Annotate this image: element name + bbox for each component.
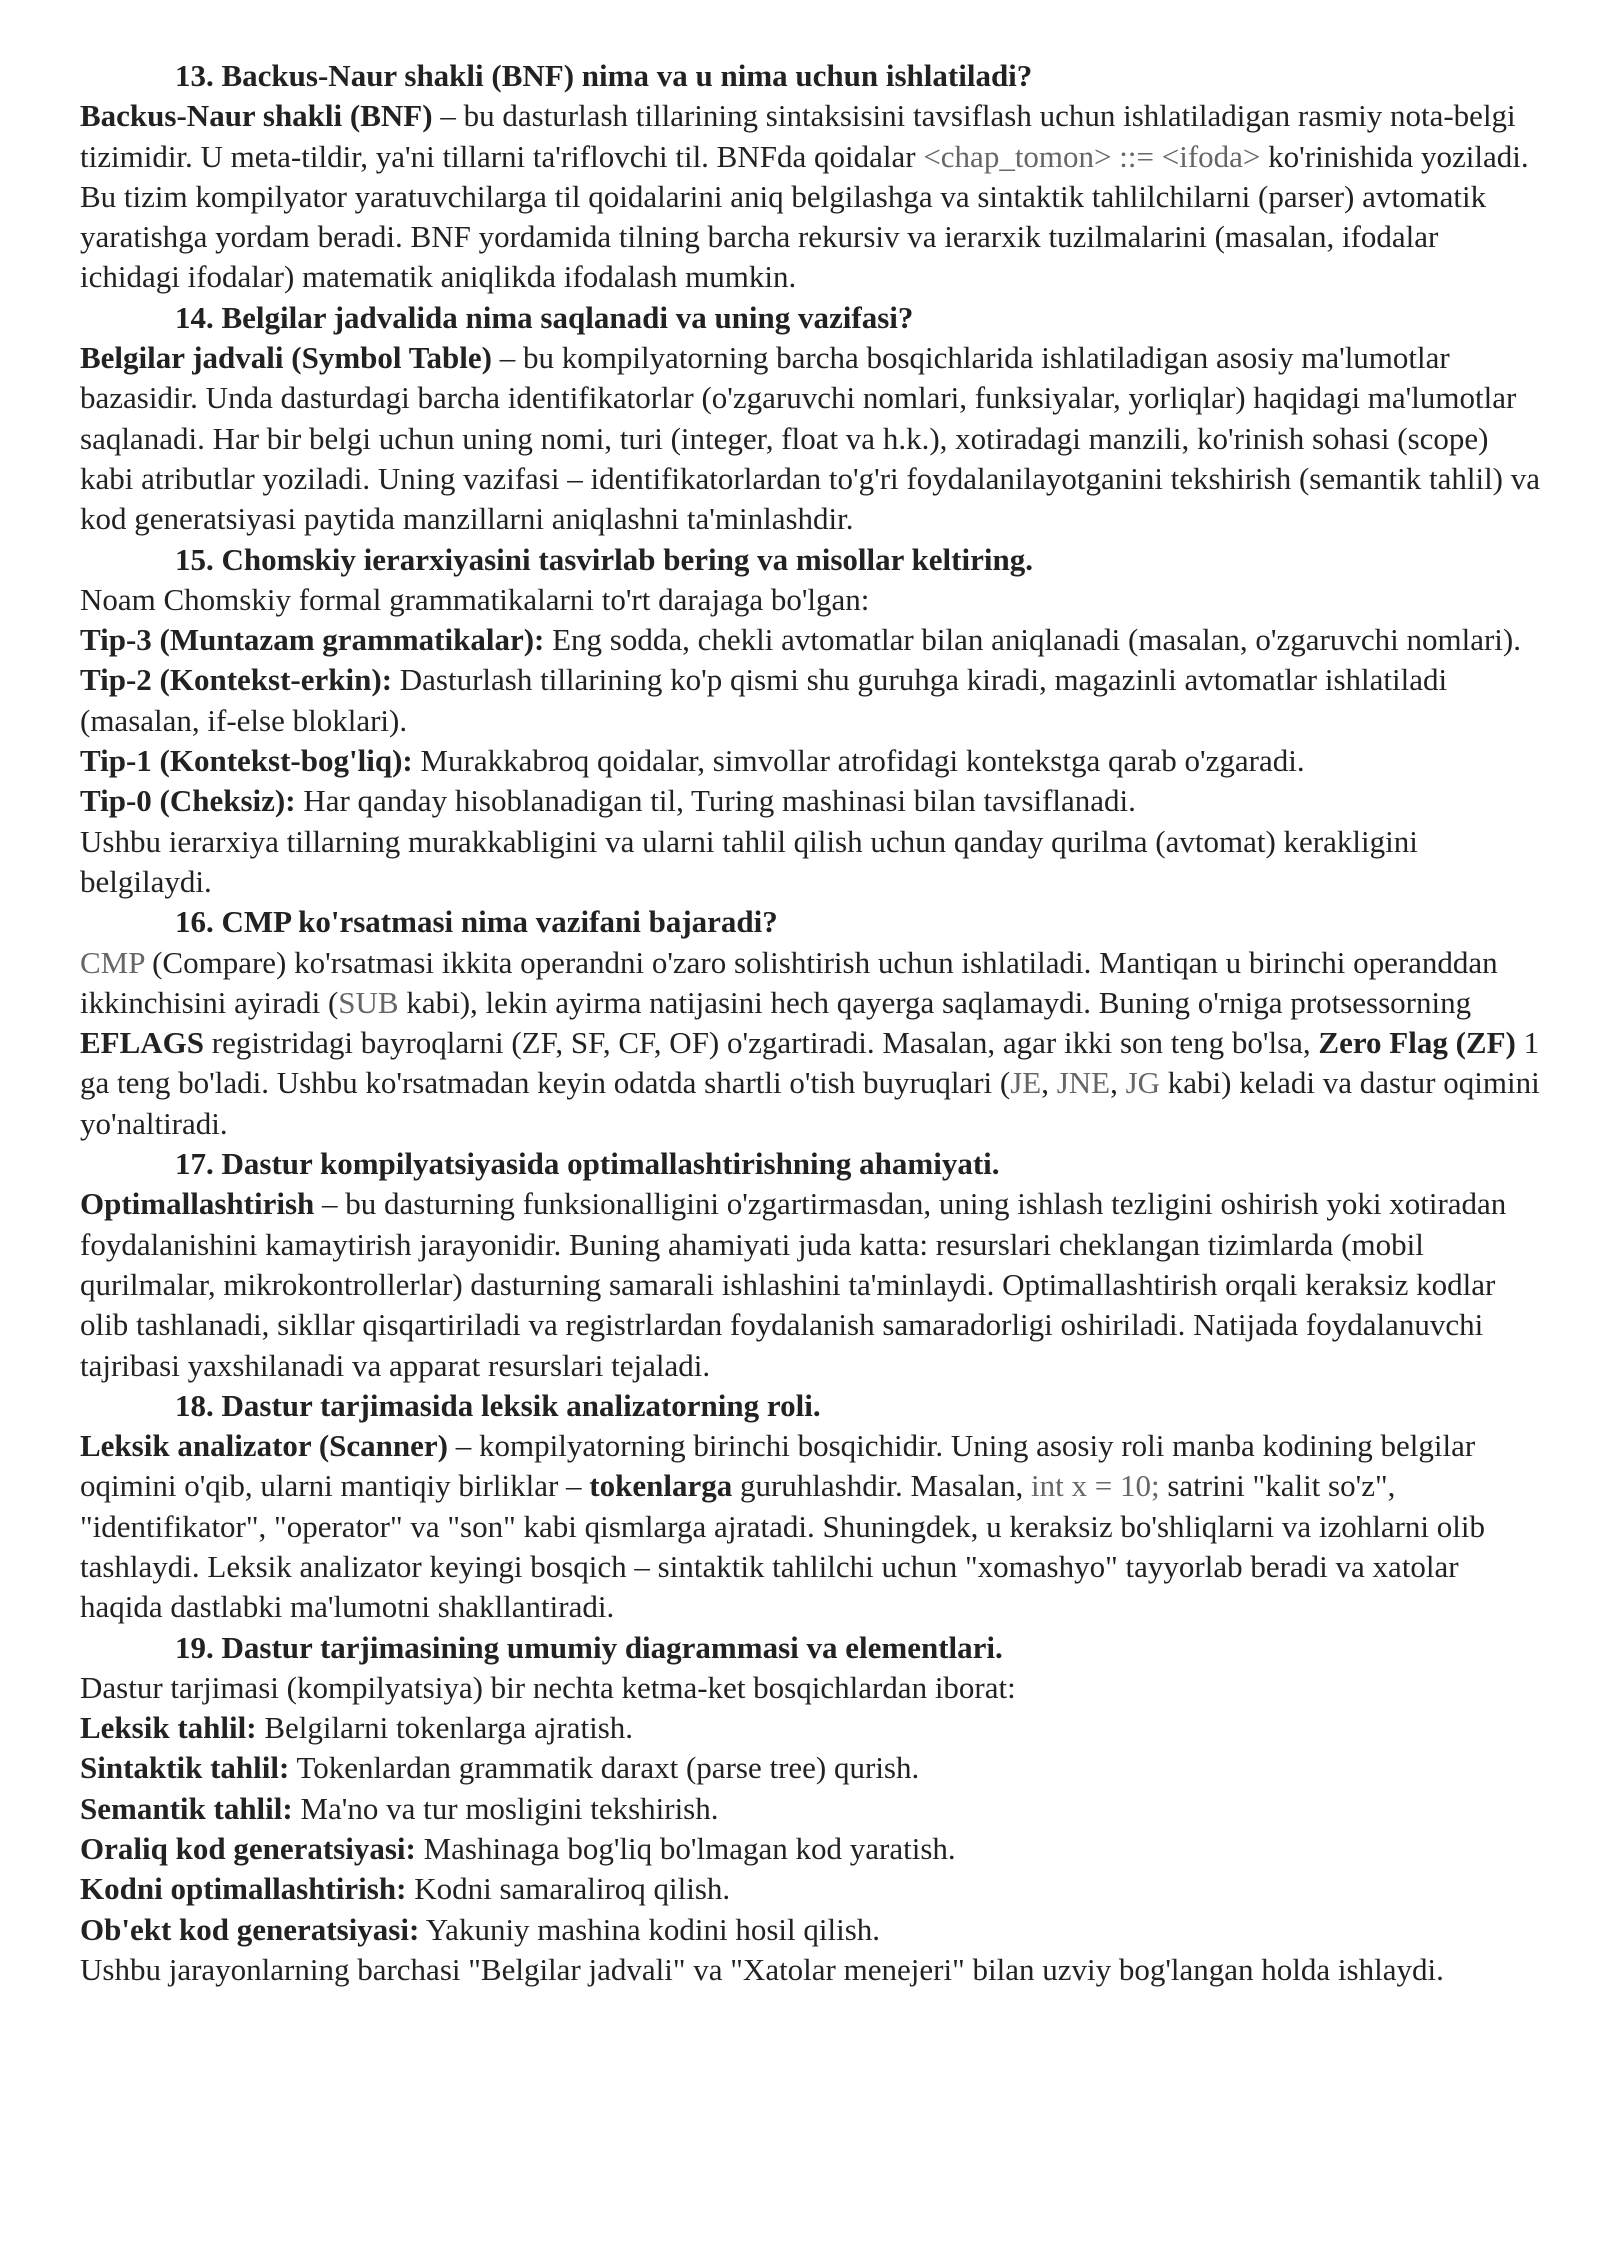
text-run: Ushbu jarayonlarning barchasi "Belgilar jadvali" va "Xatolar menejeri" bilan uzviy bog'langan holda ishlaydi. <box>80 1951 1444 1987</box>
q15-type0 <box>80 781 1540 821</box>
text-run: (Compare) ko'rsatmasi ikkita operandni o'zaro solishtirish uchun ishlatiladi. Mantiqan u birinchi operanddan ikkinchisini ayiradi ( <box>80 944 1498 1020</box>
bold-term: Semantik tahlil: <box>80 1790 293 1826</box>
text-run: 19. Dastur tarjimasining umumiy diagrammasi va elementlari. <box>175 1629 1003 1665</box>
text-run: kabi) keladi va dastur oqimini yo'naltiradi. <box>80 1065 1540 1141</box>
q19-syntactic <box>80 1748 1540 1788</box>
q15-summary <box>80 822 1540 903</box>
q19-heading <box>80 1628 1540 1668</box>
bold-term: tokenlarga <box>589 1468 733 1504</box>
bold-term: Tip-1 (Kontekst-bog'liq): <box>80 743 413 779</box>
text-run: 15. Chomskiy ierarxiyasini tasvirlab bering va misollar keltiring. <box>175 541 1033 577</box>
q14-heading <box>80 298 1540 338</box>
code-term: JE <box>1010 1065 1042 1101</box>
text-run: 14. Belgilar jadvalida nima saqlanadi va uning vazifasi? <box>175 299 914 335</box>
q19-semantic <box>80 1789 1540 1829</box>
text-run: 18. Dastur tarjimasida leksik analizatorning roli. <box>175 1387 821 1423</box>
text-run: Belgilarni tokenlarga ajratish. <box>256 1710 634 1746</box>
code-term: SUB <box>338 984 399 1020</box>
q13-answer <box>80 96 1540 297</box>
text-run: , <box>1110 1065 1126 1101</box>
bold-term: Kodni optimallashtirish: <box>80 1871 407 1907</box>
text-run: Dasturlash tillarining ko'p qismi shu guruhga kiradi, magazinli avtomatlar ishlatiladi (masalan, if-else bloklari). <box>80 662 1448 738</box>
code-term: CMP <box>80 944 145 980</box>
text-run: Kodni samaraliroq qilish. <box>406 1871 731 1907</box>
text-run: Ushbu ierarxiya tillarning murakkabligini va ularni tahlil qilish uchun qanday qurilma (avtomat) kerakligini belgilaydi. <box>80 823 1418 899</box>
q18-answer <box>80 1426 1540 1627</box>
bold-term: Oraliq kod generatsiyasi: <box>80 1831 416 1867</box>
text-run: 17. Dastur kompilyatsiyasida optimallashtirishning ahamiyati. <box>175 1146 1000 1182</box>
bold-term: Sintaktik tahlil: <box>80 1750 290 1786</box>
text-run: Tokenlardan grammatik daraxt (parse tree) qurish. <box>289 1750 920 1786</box>
bold-term: Optimallashtirish <box>80 1186 315 1222</box>
bold-term: EFLAGS <box>80 1025 205 1061</box>
q17-answer <box>80 1184 1540 1385</box>
q15-heading <box>80 540 1540 580</box>
text-run: satrini "kalit so'z", "identifikator", "operator" va "son" kabi qismlarga ajratadi. Shuningdek, u keraksiz bo'shliqlarni va izohlarni olib tashlaydi. Leksik analizator keyingi bosqich – sintaktik tahlilchi uchun "xomashyo" tayyorlab beradi va xatolar haqida dastlabki ma'lumotni shakllantiradi. <box>80 1468 1485 1625</box>
text-run: – kompilyatorning birinchi bosqichidir. Uning asosiy roli manba kodining belgilar oqimini o'qib, ularni mantiqiy birliklar – <box>80 1428 1476 1504</box>
bold-term: Leksik analizator (Scanner) <box>80 1428 448 1464</box>
code-term: int x = 10; <box>1030 1468 1160 1504</box>
text-run: registridagi bayroqlarni (ZF, SF, CF, OF) o'zgartiradi. Masalan, agar ikki son teng bo'lsa, <box>204 1025 1319 1061</box>
q15-intro <box>80 580 1540 620</box>
code-term: JG <box>1125 1065 1161 1101</box>
text-run: kabi), lekin ayirma natijasini hech qayerga saqlamaydi. Buning o'rniga protsessorning <box>398 984 1472 1020</box>
q15-type3 <box>80 620 1540 660</box>
text-run: Mashinaga bog'liq bo'lmagan kod yaratish. <box>415 1831 956 1867</box>
bold-term: Ob'ekt kod generatsiyasi: <box>80 1911 420 1947</box>
q18-heading <box>80 1386 1540 1426</box>
text-run: ko'rinishida yoziladi. Bu tizim kompilyator yaratuvchilarga til qoidalarini aniq belgilashga va sintaktik tahlilchilarni (parser) avtomatik yaratishga yordam beradi. BNF yordamida tilning barcha rekursiv va ierarxik tuzilmalarini (masalan, ifodalar ichidagi ifodalar) matematik aniqlikda ifodalash mumkin. <box>80 138 1529 295</box>
text-run: – bu dasturning funksionalligini o'zgartirmasdan, uning ishlash tezligini oshirish yoki xotiradan foydalanishini kamaytirish jarayonidir. Buning ahamiyati juda katta: resurslari cheklangan tizimlarda (mobil qurilmalar, mikrokontrollerlar) dasturning samarali ishlashini ta'minlaydi. Optimallashtirish orqali keraksiz kodlar olib tashlanadi, sikllar qisqartiriladi va registrlardan foydalanish samaradorligi oshiriladi. Natijada foydalanuvchi tajribasi yaxshilanadi va apparat resurslari tejaladi. <box>80 1186 1507 1383</box>
text-run: Dastur tarjimasi (kompilyatsiya) bir nechta ketma-ket bosqichlardan iborat: <box>80 1669 1016 1705</box>
text-run: – bu kompilyatorning barcha bosqichlarida ishlatiladigan asosiy ma'lumotlar bazasidir. Unda dasturdagi barcha identifikatorlar (o'zgaruvchi nomlari, funksiyalar, yorliqlar) haqidagi ma'lumotlar saqlanadi. Har bir belgi uchun uning nomi, turi (integer, float va h.k.), xotiradagi manzili, ko'rinish sohasi (scope) kabi atributlar yoziladi. Uning vazifasi – identifikatorlardan to'g'ri foydalanilayotganini tekshirish (semantik tahlil) va kod generatsiyasi paytida manzillarni aniqlashni ta'minlashdir. <box>80 340 1541 537</box>
code-term: <chap_tomon> ::= <ifoda> <box>923 138 1261 174</box>
bold-term: Tip-2 (Kontekst-erkin): <box>80 662 393 698</box>
text-run: guruhlashdir. Masalan, <box>732 1468 1031 1504</box>
code-term: JNE <box>1056 1065 1111 1101</box>
q17-heading <box>80 1144 1540 1184</box>
q19-intro <box>80 1668 1540 1708</box>
text-run: Noam Chomskiy formal grammatikalarni to'rt darajaga bo'lgan: <box>80 581 870 617</box>
bold-term: Zero Flag (ZF) <box>1318 1025 1516 1061</box>
text-run: Har qanday hisoblanadigan til, Turing mashinasi bilan tavsiflanadi. <box>295 783 1136 819</box>
q19-optimization <box>80 1869 1540 1909</box>
bold-term: Belgilar jadvali (Symbol Table) <box>80 340 492 376</box>
text-run: , <box>1041 1065 1057 1101</box>
q19-intermediate <box>80 1829 1540 1869</box>
bold-term: Tip-3 (Muntazam grammatikalar): <box>80 622 545 658</box>
text-run: 1 ga teng bo'ladi. Ushbu ko'rsatmadan keyin odatda shartli o'tish buyruqlari ( <box>80 1025 1540 1101</box>
document-body <box>80 56 1540 1990</box>
text-run: Yakuniy mashina kodini hosil qilish. <box>419 1911 881 1947</box>
q19-lexical <box>80 1708 1540 1748</box>
text-run: Murakkabroq qoidalar, simvollar atrofidagi kontekstga qarab o'zgaradi. <box>412 743 1305 779</box>
text-run: – bu dasturlash tillarining sintaksisini tavsiflash uchun ishlatiladigan rasmiy nota-belgi tizimidir. U meta-tildir, ya'ni tillarni ta'riflovchi til. BNFda qoidalar <box>80 98 1516 174</box>
q13-heading <box>80 56 1540 96</box>
bold-term: Backus-Naur shakli (BNF) <box>80 98 433 134</box>
q16-heading <box>80 902 1540 942</box>
text-run: Eng sodda, chekli avtomatlar bilan aniqlanadi (masalan, o'zgaruvchi nomlari). <box>544 622 1521 658</box>
q15-type2 <box>80 660 1540 741</box>
q19-object-code <box>80 1910 1540 1950</box>
text-run: 16. CMP ko'rsatmasi nima vazifani bajaradi? <box>175 904 778 940</box>
q14-answer <box>80 338 1540 539</box>
bold-term: Leksik tahlil: <box>80 1710 257 1746</box>
text-run: 13. Backus-Naur shakli (BNF) nima va u nima uchun ishlatiladi? <box>175 58 1033 93</box>
bold-term: Tip-0 (Cheksiz): <box>80 783 296 819</box>
q16-answer <box>80 943 1540 1144</box>
q19-summary <box>80 1950 1540 1990</box>
text-run: Ma'no va tur mosligini tekshirish. <box>292 1790 719 1826</box>
q15-type1 <box>80 741 1540 781</box>
